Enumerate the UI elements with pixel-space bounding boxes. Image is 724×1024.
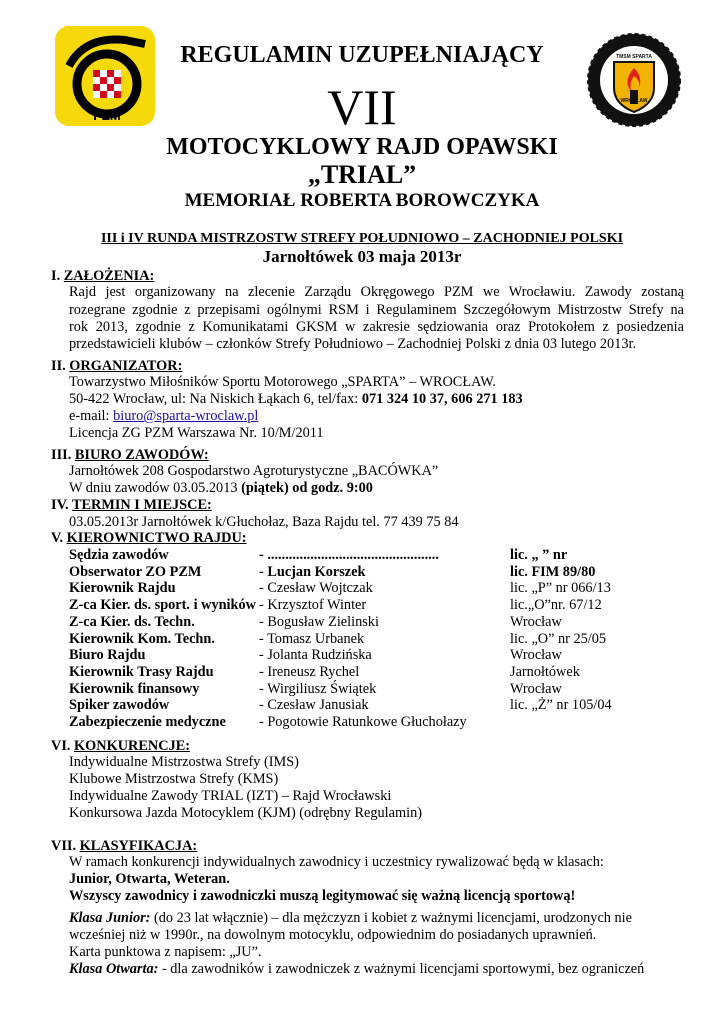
- doc-subtitle-date: Jarnołtówek 03 maja 2013r: [262, 247, 462, 266]
- staff-role: Biuro Rajdu: [69, 647, 146, 664]
- classification-classes: Junior, Otwarta, Weteran.: [69, 871, 230, 887]
- section-1-line: Rajd jest organizowany na zlecenie Zarządu Okręgowego PZM we Wrocławiu. Zawody zostaną: [69, 284, 684, 300]
- staff-role: Sędzia zawodów: [69, 547, 169, 563]
- staff-role: Obserwator ZO PZM: [69, 563, 202, 580]
- staff-license: Wrocław: [510, 613, 562, 630]
- organizer-address: 50-422 Wrocław, ul: Na Niskich Łąkach 6, tel/fax: 071 324 10 37, 606 271 183: [69, 391, 523, 407]
- staff-name: - Jolanta Rudzińska: [259, 647, 372, 664]
- classification-intro: W ramach konkurencji indywidualnych zawodnicy i uczestnicy rywalizować będą w klasach:: [69, 854, 604, 870]
- staff-role: Kierownik Trasy Rajdu: [69, 663, 214, 680]
- staff-name: - Ireneusz Rychel: [259, 663, 360, 680]
- class-junior-line3: Karta punktowa z napisem: „JU”.: [69, 944, 262, 960]
- doc-title-trial: „TRIAL”: [307, 160, 417, 189]
- staff-role: Kierownik Kom. Techn.: [69, 630, 215, 647]
- date-place: 03.05.2013r Jarnołtówek k/Głuchołaz, Baza Rajdu tel. 77 439 75 84: [69, 514, 459, 530]
- doc-subtitle-round: III i IV RUNDA MISTRZOSTW STREFY POŁUDNIOWO – ZACHODNIEJ POLSKI: [100, 231, 624, 246]
- section-2-heading: II. ORGANIZATOR:: [51, 358, 183, 374]
- doc-title-line1: REGULAMIN UZUPEŁNIAJĄCY: [180, 42, 544, 68]
- section-1-line: rok 2013, zgodnie z Komunikatami GKSM w zakresie sędziowania oraz Protokołem z posiedzenia: [69, 319, 684, 335]
- staff-license: lic.„O”nr. 67/12: [510, 597, 602, 614]
- competition-item: Indywidualne Zawody TRIAL (IZT) – Rajd Wrocławski: [69, 788, 392, 804]
- staff-name: - Czesław Wojtczak: [259, 580, 373, 597]
- doc-title-rally: MOTOCYKLOWY RAJD OPAWSKI: [166, 134, 558, 160]
- section-6-heading: VI. KONKURENCJE:: [51, 738, 191, 754]
- office-hours: W dniu zawodów 03.05.2013 (piątek) od godz. 9:00: [69, 480, 373, 496]
- staff-name: - Bogusław Zielinski: [259, 613, 379, 630]
- staff-name: - Pogotowie Ratunkowe Głuchołazy: [259, 714, 467, 730]
- section-5-heading: V. KIEROWNICTWO RAJDU:: [51, 530, 247, 546]
- office-location: Jarnołtówek 208 Gospodarstwo Agroturystyczne „BACÓWKA”: [69, 463, 439, 479]
- staff-license: lic. „Ż” nr 105/04: [510, 697, 612, 714]
- organizer-email-line: e-mail: biuro@sparta-wroclaw.pl: [69, 408, 259, 424]
- staff-license: Jarnołtówek: [510, 663, 580, 680]
- section-4-heading: IV. TERMIN I MIEJSCE:: [51, 497, 212, 513]
- doc-title-roman: VII: [327, 79, 397, 135]
- staff-license: Wrocław: [510, 647, 562, 664]
- staff-role: Spiker zawodów: [69, 697, 170, 714]
- sparta-logo-top-text: TMSM SPARTA: [616, 54, 652, 60]
- section-7-heading: VII. KLASYFIKACJA:: [51, 838, 198, 854]
- staff-license: lic. „P” nr 066/13: [510, 580, 611, 597]
- section-1-line: przedstawicieli klubów – członków Strefy Południowo – Zachodniej Polski z dnia 03 lutego 2013r.: [69, 336, 637, 352]
- competition-item: Konkursowa Jazda Motocyklem (KJM) (odrębny Regulamin): [69, 805, 422, 821]
- email-link[interactable]: biuro@sparta-wroclaw.pl: [113, 408, 259, 424]
- staff-name: - Czesław Janusiak: [259, 697, 369, 714]
- staff-license: lic. FIM 89/80: [510, 563, 596, 580]
- staff-license: lic. „ ” nr: [510, 547, 568, 563]
- class-junior-line2: wcześniej niż w 1990r., na dowolnym motocyklu, odpowiednim do posiadanych uprawnień.: [69, 927, 597, 943]
- staff-name: - ................................................: [259, 547, 439, 563]
- section-1-heading: I. ZAŁOŻENIA:: [51, 268, 155, 284]
- staff-role: Kierownik Rajdu: [69, 580, 176, 597]
- doc-title-memorial: MEMORIAŁ ROBERTA BOROWCZYKA: [184, 190, 540, 211]
- staff-role: Z-ca Kier. ds. sport. i wyników: [69, 597, 256, 614]
- section-1-line: rozegrane zgodnie z przepisami ogólnymi RSM i Regulaminem Szczegółowym Mistrzostw Strefy na: [69, 302, 684, 318]
- staff-name: - Tomasz Urbanek: [259, 630, 365, 647]
- staff-name: - Lucjan Korszek: [259, 563, 366, 580]
- staff-license: lic. „O” nr 25/05: [510, 630, 607, 647]
- pzm-logo-text: PZM: [93, 108, 121, 123]
- class-open-line: Klasa Otwarta: - dla zawodników i zawodniczek z ważnymi licencjami sportowymi, bez ograniczeń: [69, 961, 645, 977]
- staff-role: Z-ca Kier. ds. Techn.: [69, 613, 195, 630]
- staff-license: Wrocław: [510, 680, 562, 697]
- staff-name: - Wirgiliusz Świątek: [259, 680, 377, 697]
- staff-role: Zabezpieczenie medyczne: [69, 714, 226, 730]
- staff-name: - Krzysztof Winter: [259, 597, 367, 614]
- competition-item: Klubowe Mistrzostwa Strefy (KMS): [69, 771, 279, 787]
- organizer-name: Towarzystwo Miłośników Sportu Motorowego „SPARTA” – WROCŁAW.: [69, 374, 497, 390]
- competition-item: Indywidualne Mistrzostwa Strefy (IMS): [69, 754, 299, 770]
- classification-license-note: Wszyscy zawodnicy i zawodniczki muszą legitymować się ważną licencją sportową!: [69, 888, 576, 904]
- sparta-logo-bottom-text: WROCŁAW: [620, 98, 648, 104]
- staff-role: Kierownik finansowy: [69, 680, 200, 697]
- organizer-license: Licencja ZG PZM Warszawa Nr. 10/M/2011: [69, 425, 324, 441]
- section-3-heading: III. BIURO ZAWODÓW:: [51, 447, 209, 463]
- class-junior-line1: Klasa Junior: (do 23 lat włącznie) – dla mężczyzn i kobiet z ważnymi licencjami, urodzonych nie: [69, 910, 632, 926]
